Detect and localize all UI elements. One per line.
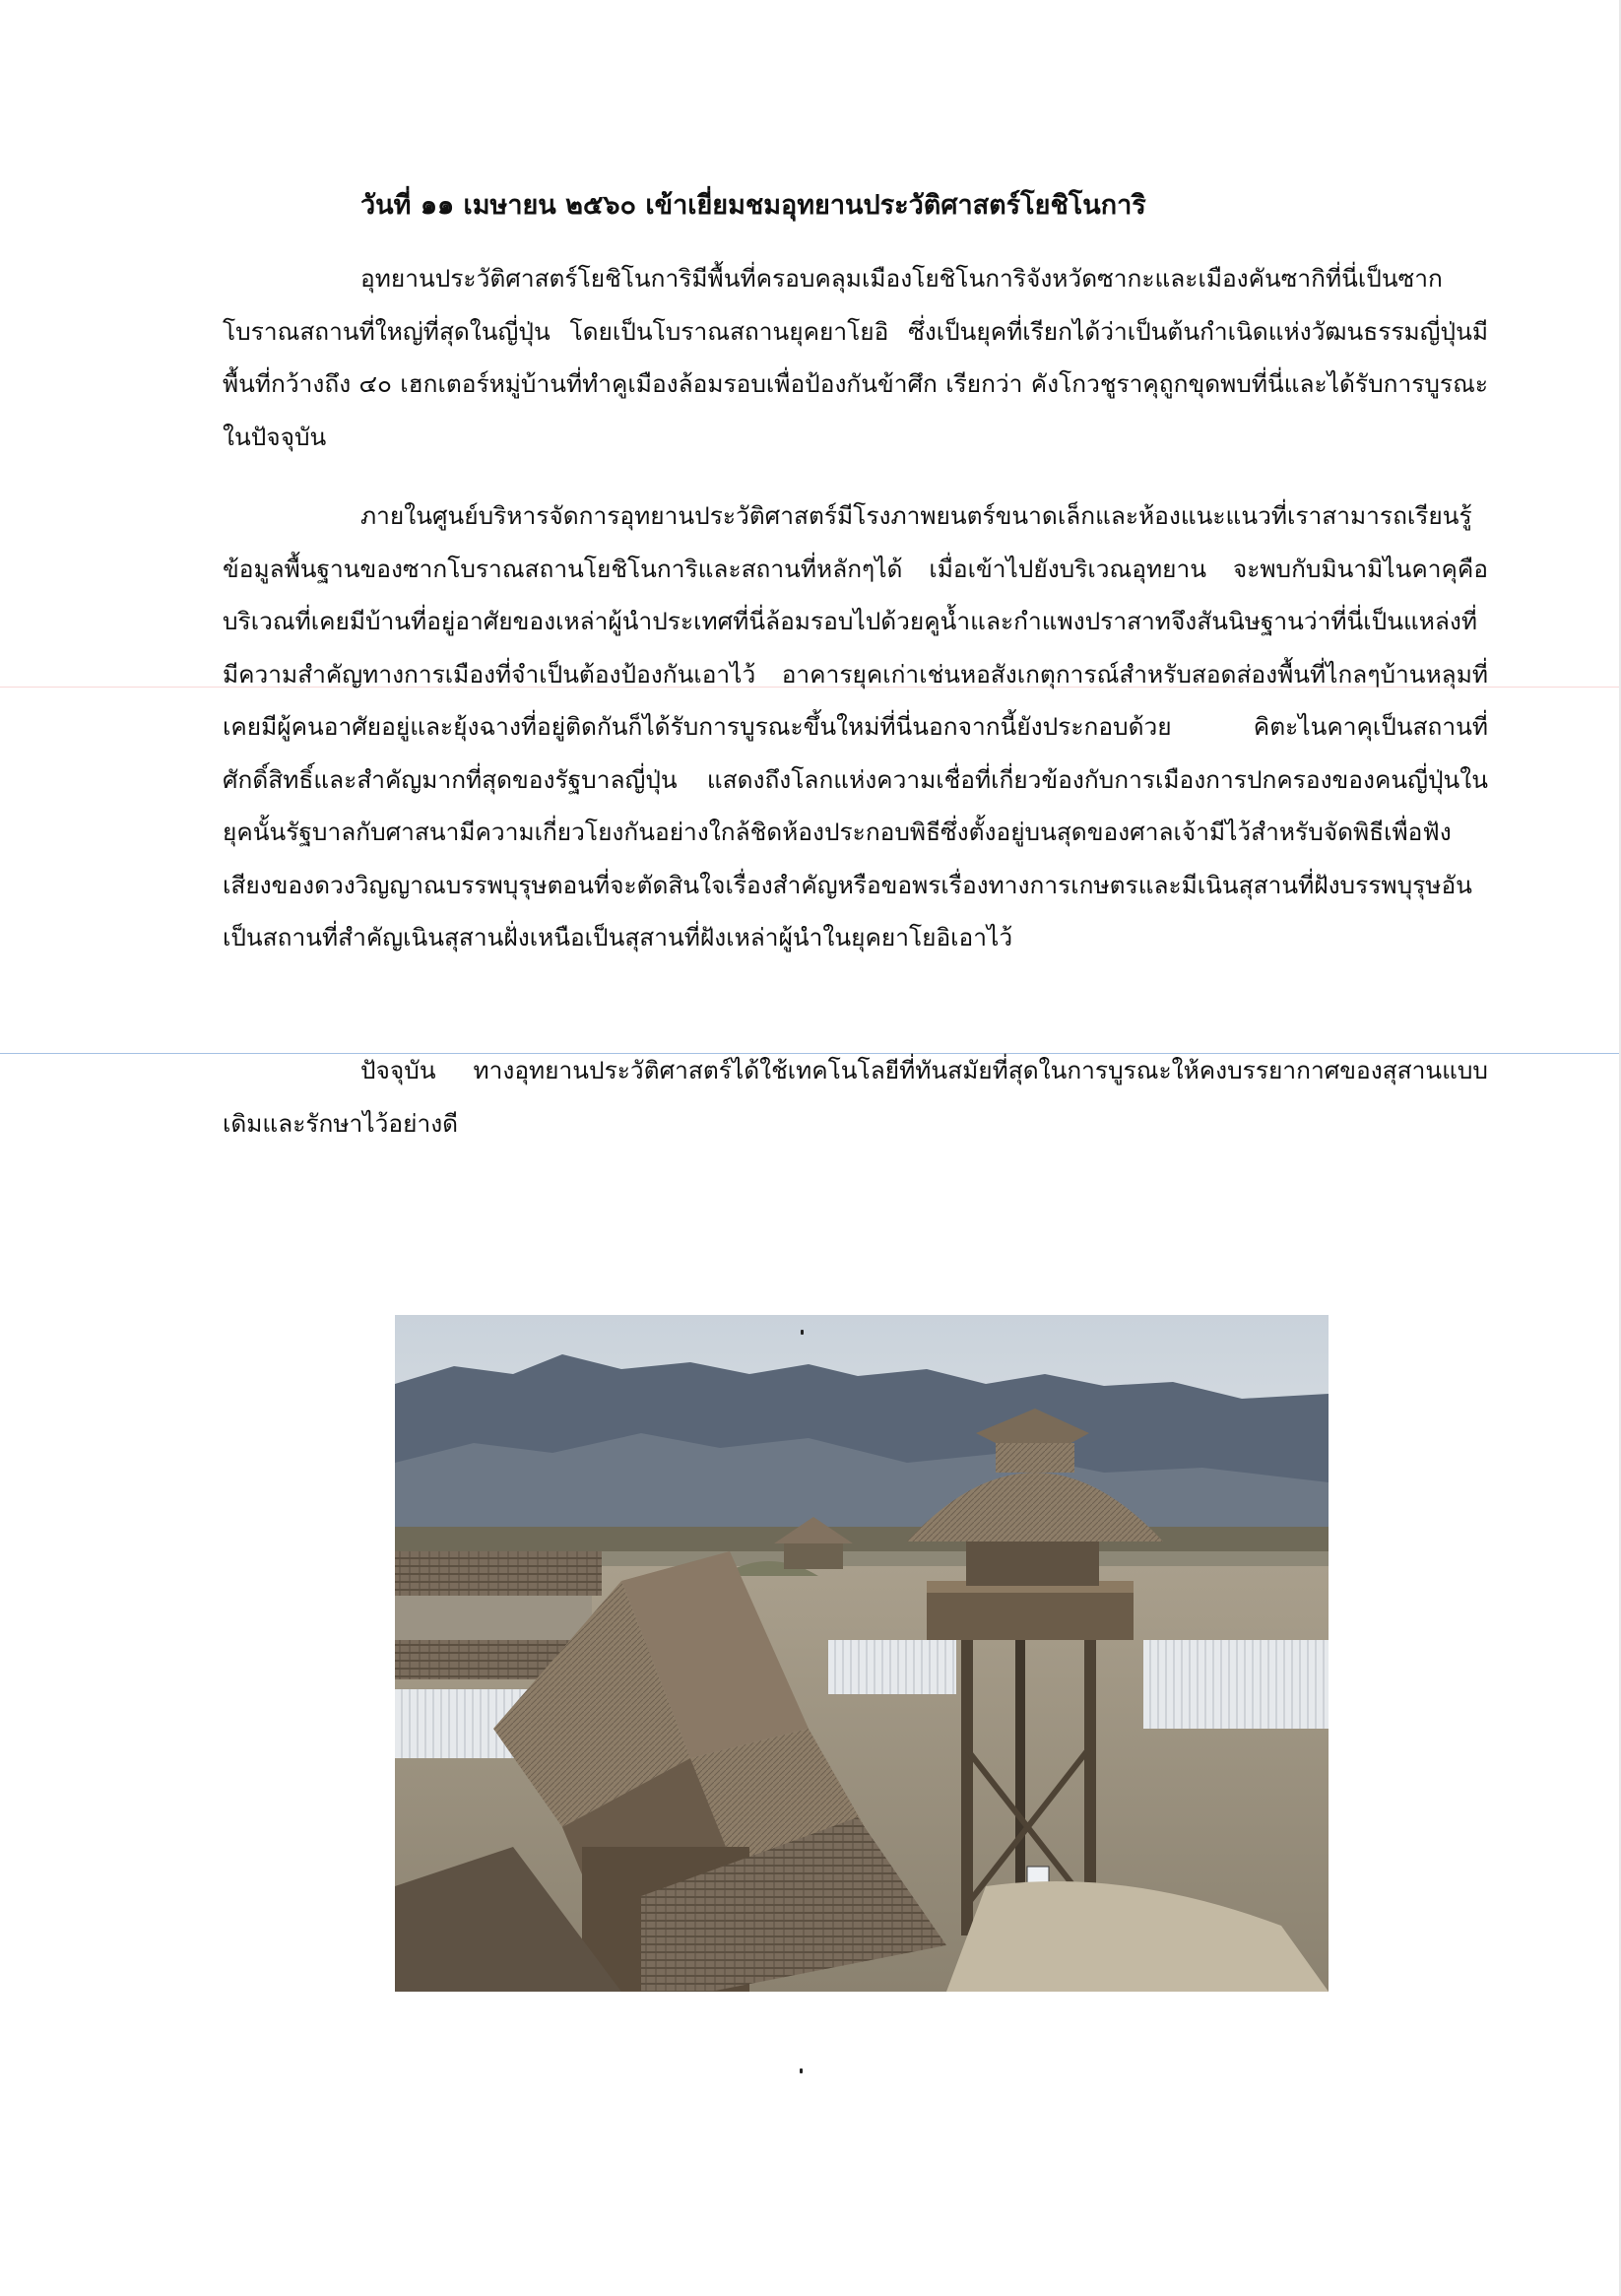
longhouse-left (395, 1551, 602, 1596)
document-title: วันที่ ๑๑ เมษายน ๒๕๖๐ เข้าเยี่ยมชมอุทยานประวัติศาสตร์โยชิโนการิ (360, 190, 1146, 221)
paragraph-present: ปัจจุบัน ทางอุทยานประวัติศาสตร์ได้ใช้เทคโนโลยีที่ทันสมัยที่สุดในการบูรณะให้คงบรรยากาศของสุสานแบบเดิมและรักษาไว้อย่างดี (223, 1056, 1488, 1138)
scan-speck (800, 2068, 803, 2073)
yoshinogari-photo (395, 1315, 1329, 1992)
paragraph-details: ภายในศูนย์บริหารจัดการอุทยานประวัติศาสตร์มีโรงภาพยนตร์ขนาดเล็กและห้องแนะแนวที่เราสามารถเรียนรู้ข้อมูลพื้นฐานของซากโบราณสถานโยชิโนการิและสถานที่หลักๆได้ เมื่อเข้าไปยังบริเวณอุทยาน จะพบกับมินามิไนคาคุคือบริเวณที่เคยมีบ้านที่อยู่อาศัยของเหล่าผู้นำประเทศที่นี่ล้อมรอบไปด้วยคูน้ำและกำแพงปราสาทจึงสันนิษฐานว่าที่นี่เป็นแหล่งที่มีความสำคัญทางการเมืองที่จำเป็นต้องป้องกันเอาไว้ อาคารยุคเก่าเช่นหอสังเกตุการณ์สำหรับสอดส่องพื้นที่ไกลๆบ้านหลุมที่เคยมีผู้คนอาศัยอยู่และยุ้งฉางที่อยู่ติดกันก็ได้รับการบูรณะขึ้นใหม่ที่นี่นอกจากนี้ยังประกอบด้วย คิตะไนคาคุเป็นสถานที่ศักดิ์สิทธิ์และสำคัญมากที่สุดของรัฐบาลญี่ปุ่น แสดงถึงโลกแห่งความเชื่อที่เกี่ยวข้องกับการเมืองการปกครองของคนญี่ปุ่นในยุคนั้นรัฐบาลกับศาสนามีความเกี่ยวโยงกันอย่างใกล้ชิดห้องประกอบพิธีซึ่งตั้งอยู่บนสุดของศาลเจ้ามีไว้สำหรับจัดพิธีเพื่อฟังเสียงของดวงวิญญาณบรรพบุรุษตอนที่จะตัดสินใจเรื่องสำคัญหรือขอพรเรื่องทางการเกษตรและมีเนินสุสานที่ฝังบรรพบุรุษอันเป็นสถานที่สำคัญเนินสุสานฝั่งเหนือเป็นสุสานที่ฝังเหล่าผู้นำในยุคยาโยอิเอาไว้ (223, 501, 1488, 951)
scan-speck (801, 1330, 804, 1335)
fence-right (1143, 1640, 1329, 1729)
paragraph-intro: อุทยานประวัติศาสตร์โยชิโนการิมีพื้นที่ครอบคลุมเมืองโยชิโนการิจังหวัดซากะและเมืองคันซากิที่นี่เป็นซากโบราณสถานที่ใหญ่ที่สุดในญี่ปุ่น โดยเป็นโบราณสถานยุคยาโยอิ ซึ่งเป็นยุคที่เรียกได้ว่าเป็นต้นกำเนิดแห่งวัฒนธรรมญี่ปุ่นมีพื้นที่กว้างถึง ๔๐ เฮกเตอร์หมู่บ้านที่ทำคูเมืองล้อมรอบเพื่อป้องกันข้าศึก เรียกว่า คังโกวชูราคุถูกขุดพบที่นี่และได้รับการบูรณะในปัจจุบัน (223, 264, 1488, 451)
